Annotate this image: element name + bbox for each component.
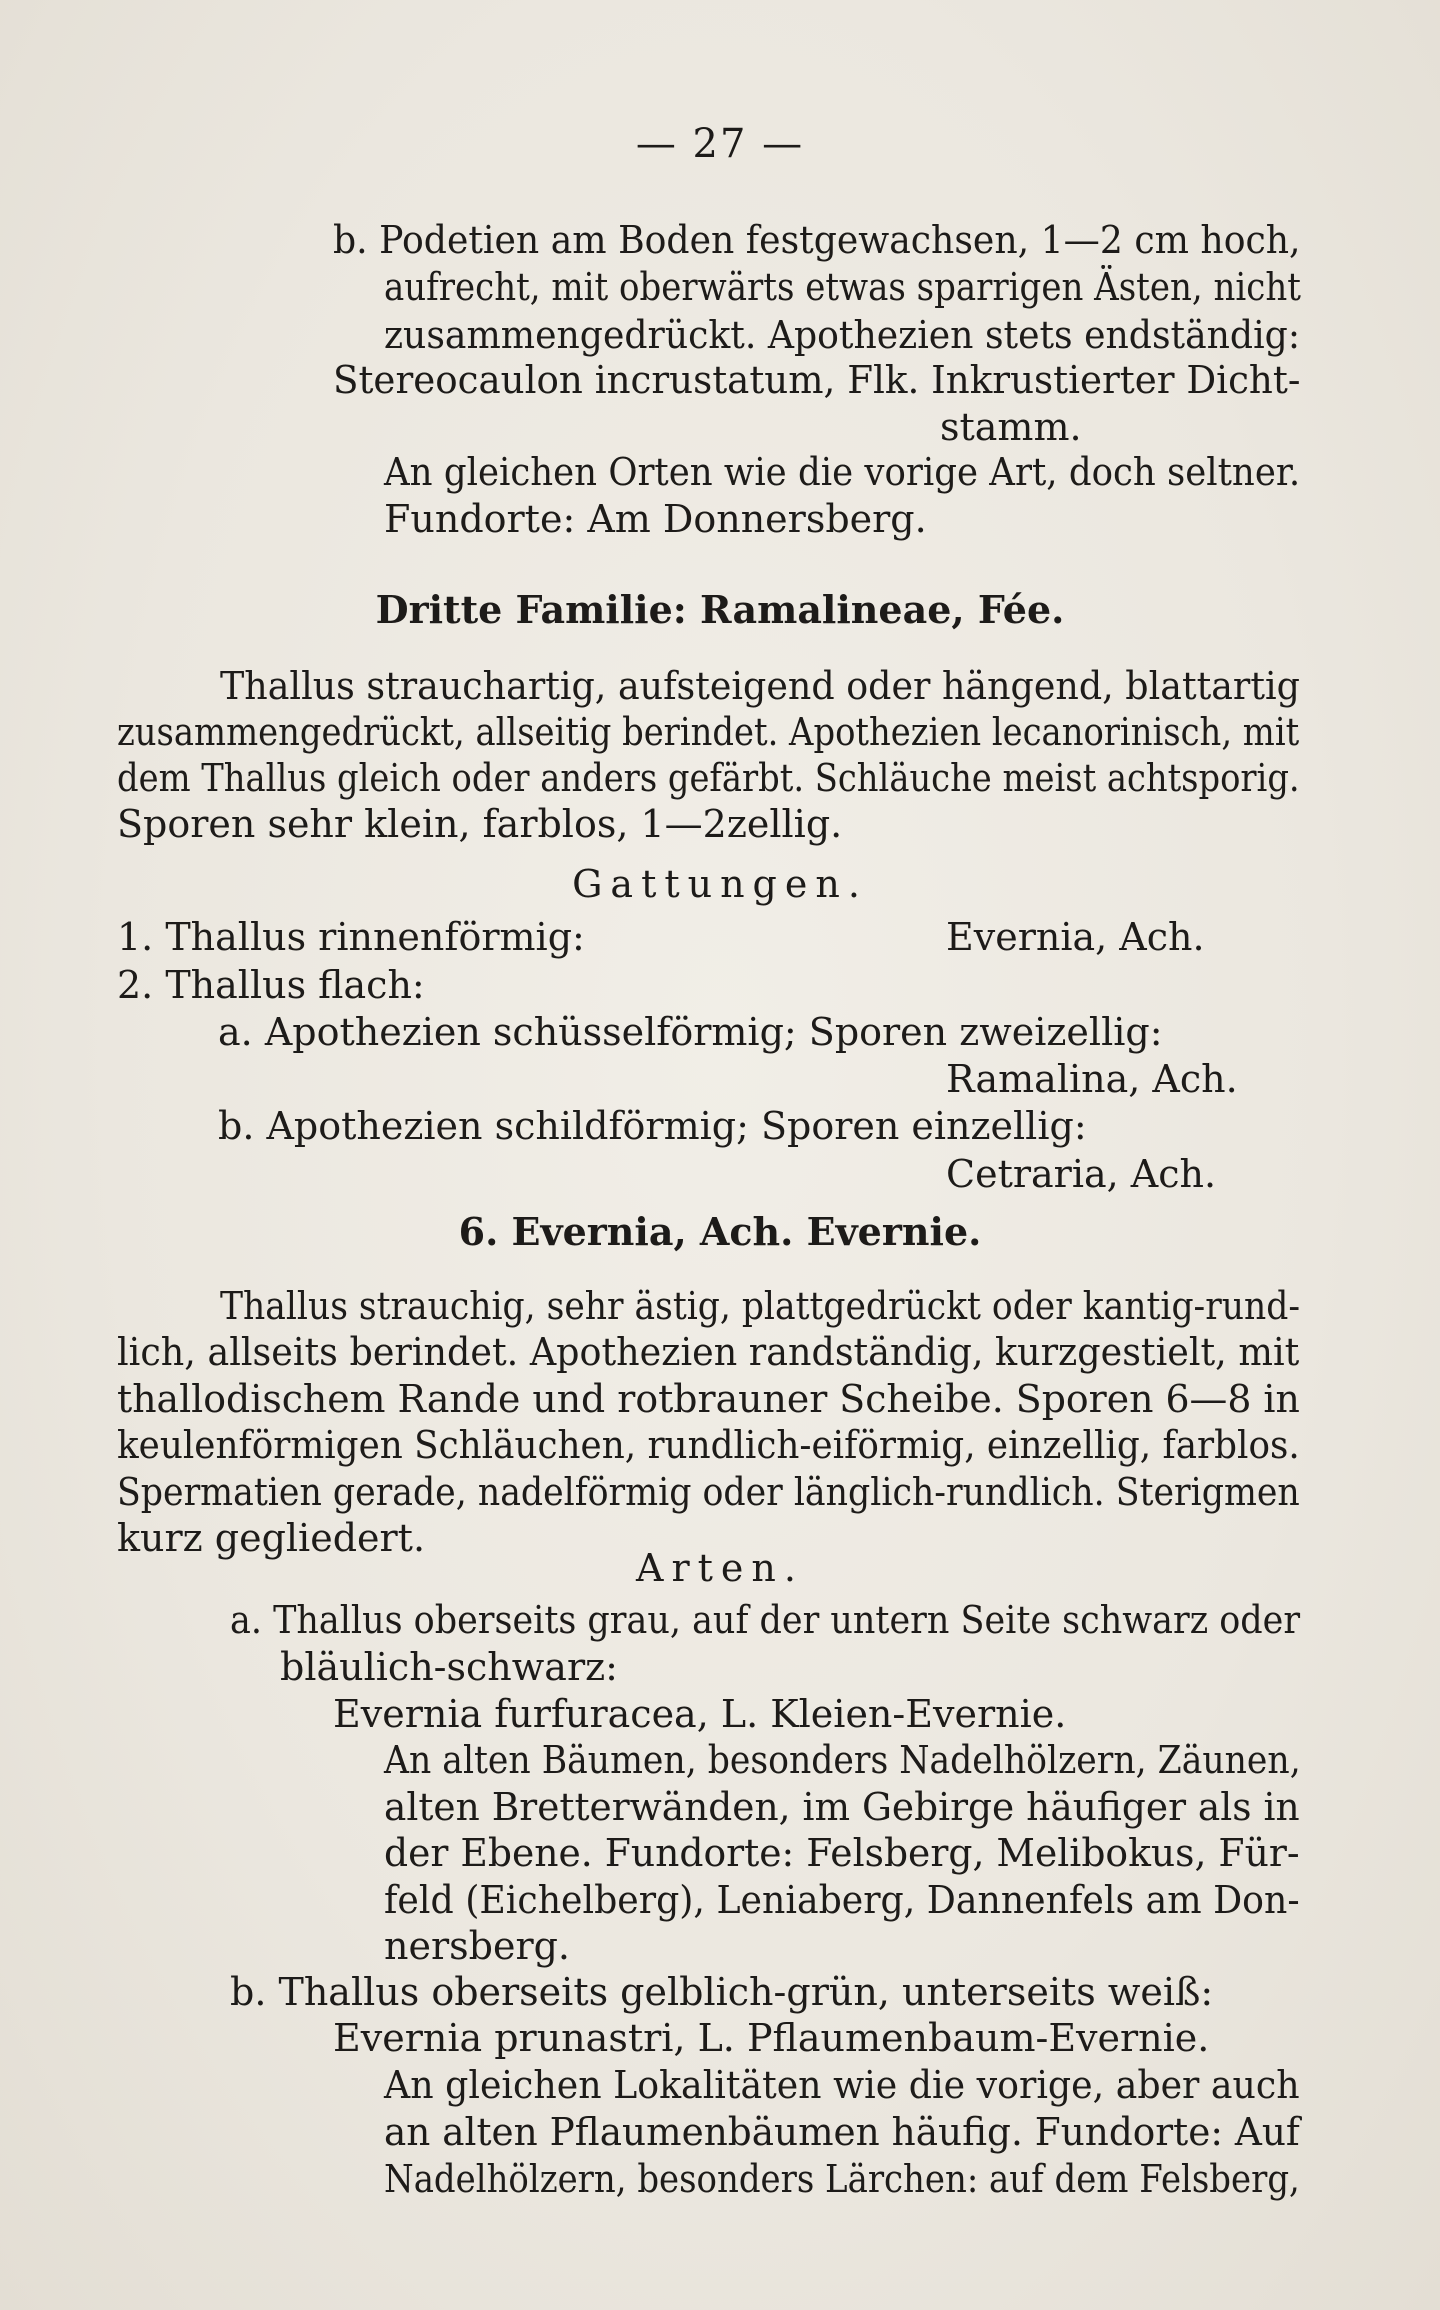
text-line: feld (Eichelberg), Leniaberg, Dannenfels am Don-	[384, 1878, 1300, 1922]
key-genus: Evernia, Ach.	[946, 915, 1205, 959]
text-line: alten Bretterwänden, im Gebirge häufiger als in	[384, 1785, 1300, 1829]
text-line: lich, allseits berindet. Apothezien randständig, kurzgestielt, mit	[117, 1330, 1300, 1374]
text-line: Spermatien gerade, nadelförmig oder länglich-rundlich. Sterigmen	[117, 1470, 1300, 1514]
text-line: nersberg.	[384, 1924, 571, 1968]
text-line: keulenförmigen Schläuchen, rundlich-eiförmig, einzellig, farblos.	[117, 1423, 1300, 1467]
text-line: stamm.	[940, 405, 1082, 449]
page-number: — 27 —	[635, 121, 805, 167]
family-heading: Dritte Familie: Ramalineae, Fée.	[375, 587, 1065, 632]
species-line: Evernia prunastri, L. Pflaumenbaum-Evernie.	[333, 2016, 1210, 2060]
text-line: An alten Bäumen, besonders Nadelhölzern, Zäunen,	[384, 1738, 1301, 1782]
text-line: Thallus strauchartig, aufsteigend oder hängend, blattartig	[220, 664, 1300, 708]
key-line: 2. Thallus flach:	[117, 963, 425, 1007]
text-line: An gleichen Orten wie die vorige Art, doch seltner.	[384, 450, 1301, 494]
text-line: an alten Pflaumenbäumen häufig. Fundorte: Auf	[384, 2110, 1300, 2154]
text-line: aufrecht, mit oberwärts etwas sparrigen Ästen, nicht	[384, 265, 1301, 309]
genus-heading: 6. Evernia, Ach. Evernie.	[458, 1209, 982, 1254]
text-line: zusammengedrückt. Apothezien stets endständig:	[384, 313, 1301, 357]
key-line: b. Apothezien schildförmig; Sporen einzellig:	[218, 1104, 1087, 1148]
text-line: dem Thallus gleich oder anders gefärbt. Schläuche meist achtsporig.	[117, 756, 1300, 800]
text-line: a. Thallus oberseits grau, auf der untern Seite schwarz oder	[230, 1598, 1301, 1642]
text-line: b. Podetien am Boden festgewachsen, 1—2 cm hoch,	[333, 218, 1301, 262]
key-genus: Cetraria, Ach.	[946, 1152, 1217, 1196]
text-line: zusammengedrückt, allseitig berindet. Apothezien lecanorinisch, mit	[117, 710, 1300, 754]
species-heading: Arten.	[636, 1546, 804, 1590]
text-line: Thallus strauchig, sehr ästig, plattgedrückt oder kantig-rund-	[220, 1284, 1301, 1328]
key-line: a. Apothezien schüsselförmig; Sporen zweizellig:	[218, 1010, 1163, 1054]
text-line: An gleichen Lokalitäten wie die vorige, aber auch	[384, 2063, 1300, 2107]
text-line: Fundorte: Am Donnersberg.	[384, 497, 927, 541]
species-line: Stereocaulon incrustatum, Flk. Inkrustierter Dicht-	[333, 358, 1301, 402]
text-line: bläulich-schwarz:	[280, 1645, 618, 1689]
text-line: b. Thallus oberseits gelblich-grün, unterseits weiß:	[230, 1970, 1214, 2014]
text-line: Sporen sehr klein, farblos, 1—2zellig.	[117, 802, 843, 846]
genera-heading: Gattungen.	[572, 862, 868, 906]
text-line: kurz gegliedert.	[117, 1516, 426, 1560]
text-line: thallodischem Rande und rotbrauner Scheibe. Sporen 6—8 in	[117, 1377, 1300, 1421]
species-line: Evernia furfuracea, L. Kleien-Evernie.	[333, 1692, 1067, 1736]
key-genus: Ramalina, Ach.	[946, 1057, 1238, 1101]
text-line: der Ebene. Fundorte: Felsberg, Melibokus, Für-	[384, 1831, 1300, 1875]
key-line: 1. Thallus rinnenförmig:	[117, 915, 585, 959]
text-line: Nadelhölzern, besonders Lärchen: auf dem Felsberg,	[384, 2157, 1300, 2201]
